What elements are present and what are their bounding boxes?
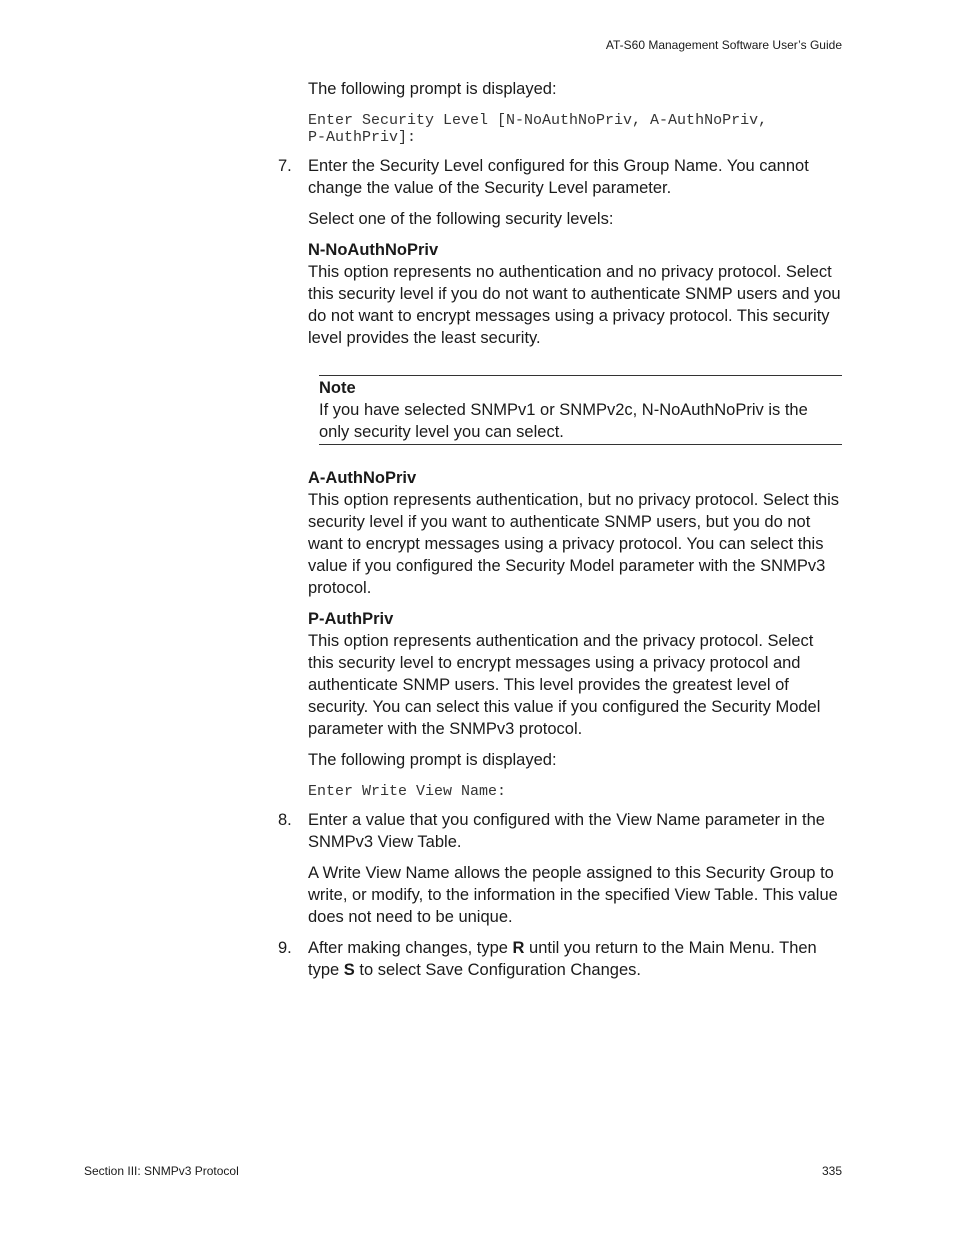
- code-prompt-write-view: Enter Write View Name:: [308, 783, 507, 800]
- prompt-intro: The following prompt is displayed:: [308, 80, 557, 98]
- step-number: 9.: [278, 939, 292, 957]
- level-description: This option represents authentication and the privacy protocol. Select this security level to encrypt messages using a privacy protocol and authenticate SNMP users. This level provides the greatest level of security. You can select this value if you configured the Security Model parameter with the SNMPv3 protocol.: [308, 632, 821, 738]
- step-text-part: After making changes, type: [308, 939, 513, 957]
- code-prompt-security-level: Enter Security Level [N-NoAuthNoPriv, A-AuthNoPriv, P-AuthPriv]:: [308, 112, 768, 146]
- step-7: [278, 155, 842, 199]
- step-8: [278, 809, 842, 928]
- level-description: This option represents no authentication and no privacy protocol. Select this security level if you do not want to authenticate SNMP users and you do not want to encrypt messages using a privacy protocol. This security level provides the least security.: [308, 263, 841, 347]
- step-text: [308, 937, 842, 981]
- level-authpriv: [308, 608, 842, 740]
- key-r: R: [512, 939, 525, 957]
- note-text: If you have selected SNMPv1 or SNMPv2c, N-NoAuthNoPriv is the only security level you can select.: [319, 401, 808, 441]
- page-body: [278, 78, 842, 981]
- level-title: A-AuthNoPriv: [308, 469, 417, 487]
- level-title: P-AuthPriv: [308, 610, 394, 628]
- running-header: AT-S60 Management Software User’s Guide: [605, 38, 842, 52]
- step-text-part: to select Save Configuration Changes.: [354, 961, 641, 979]
- step-text: Enter the Security Level configured for this Group Name. You cannot change the value of the Security Level parameter.: [308, 157, 809, 197]
- level-title: N-NoAuthNoPriv: [308, 241, 439, 259]
- note-box: [319, 375, 842, 445]
- key-s: S: [343, 961, 355, 979]
- step-detail: A Write View Name allows the people assigned to this Security Group to write, or modify, to the information in the specified View Table. This value does not need to be unique.: [308, 864, 838, 926]
- step-text-part: until you return to the Main Menu. Then type: [308, 939, 817, 979]
- prompt-intro: The following prompt is displayed:: [308, 751, 557, 769]
- step-number: 8.: [278, 811, 292, 829]
- step-number: 7.: [278, 157, 292, 175]
- level-authnopriv: [308, 467, 842, 599]
- footer-section: Section III: SNMPv3 Protocol: [84, 1164, 239, 1178]
- page-number: 335: [821, 1164, 842, 1178]
- select-intro: Select one of the following security levels:: [308, 210, 614, 228]
- level-noauthnopriv: [308, 239, 842, 349]
- step-text: Enter a value that you configured with the View Name parameter in the SNMPv3 View Table.: [308, 811, 825, 851]
- level-description: This option represents authentication, but no privacy protocol. Select this security level if you want to authenticate SNMP users, but you do not want to encrypt messages using a privacy protocol. You can select this value if you configured the Security Model parameter with the SNMPv3 protocol.: [308, 491, 840, 597]
- step-9: [278, 937, 842, 981]
- note-title: Note: [319, 379, 356, 397]
